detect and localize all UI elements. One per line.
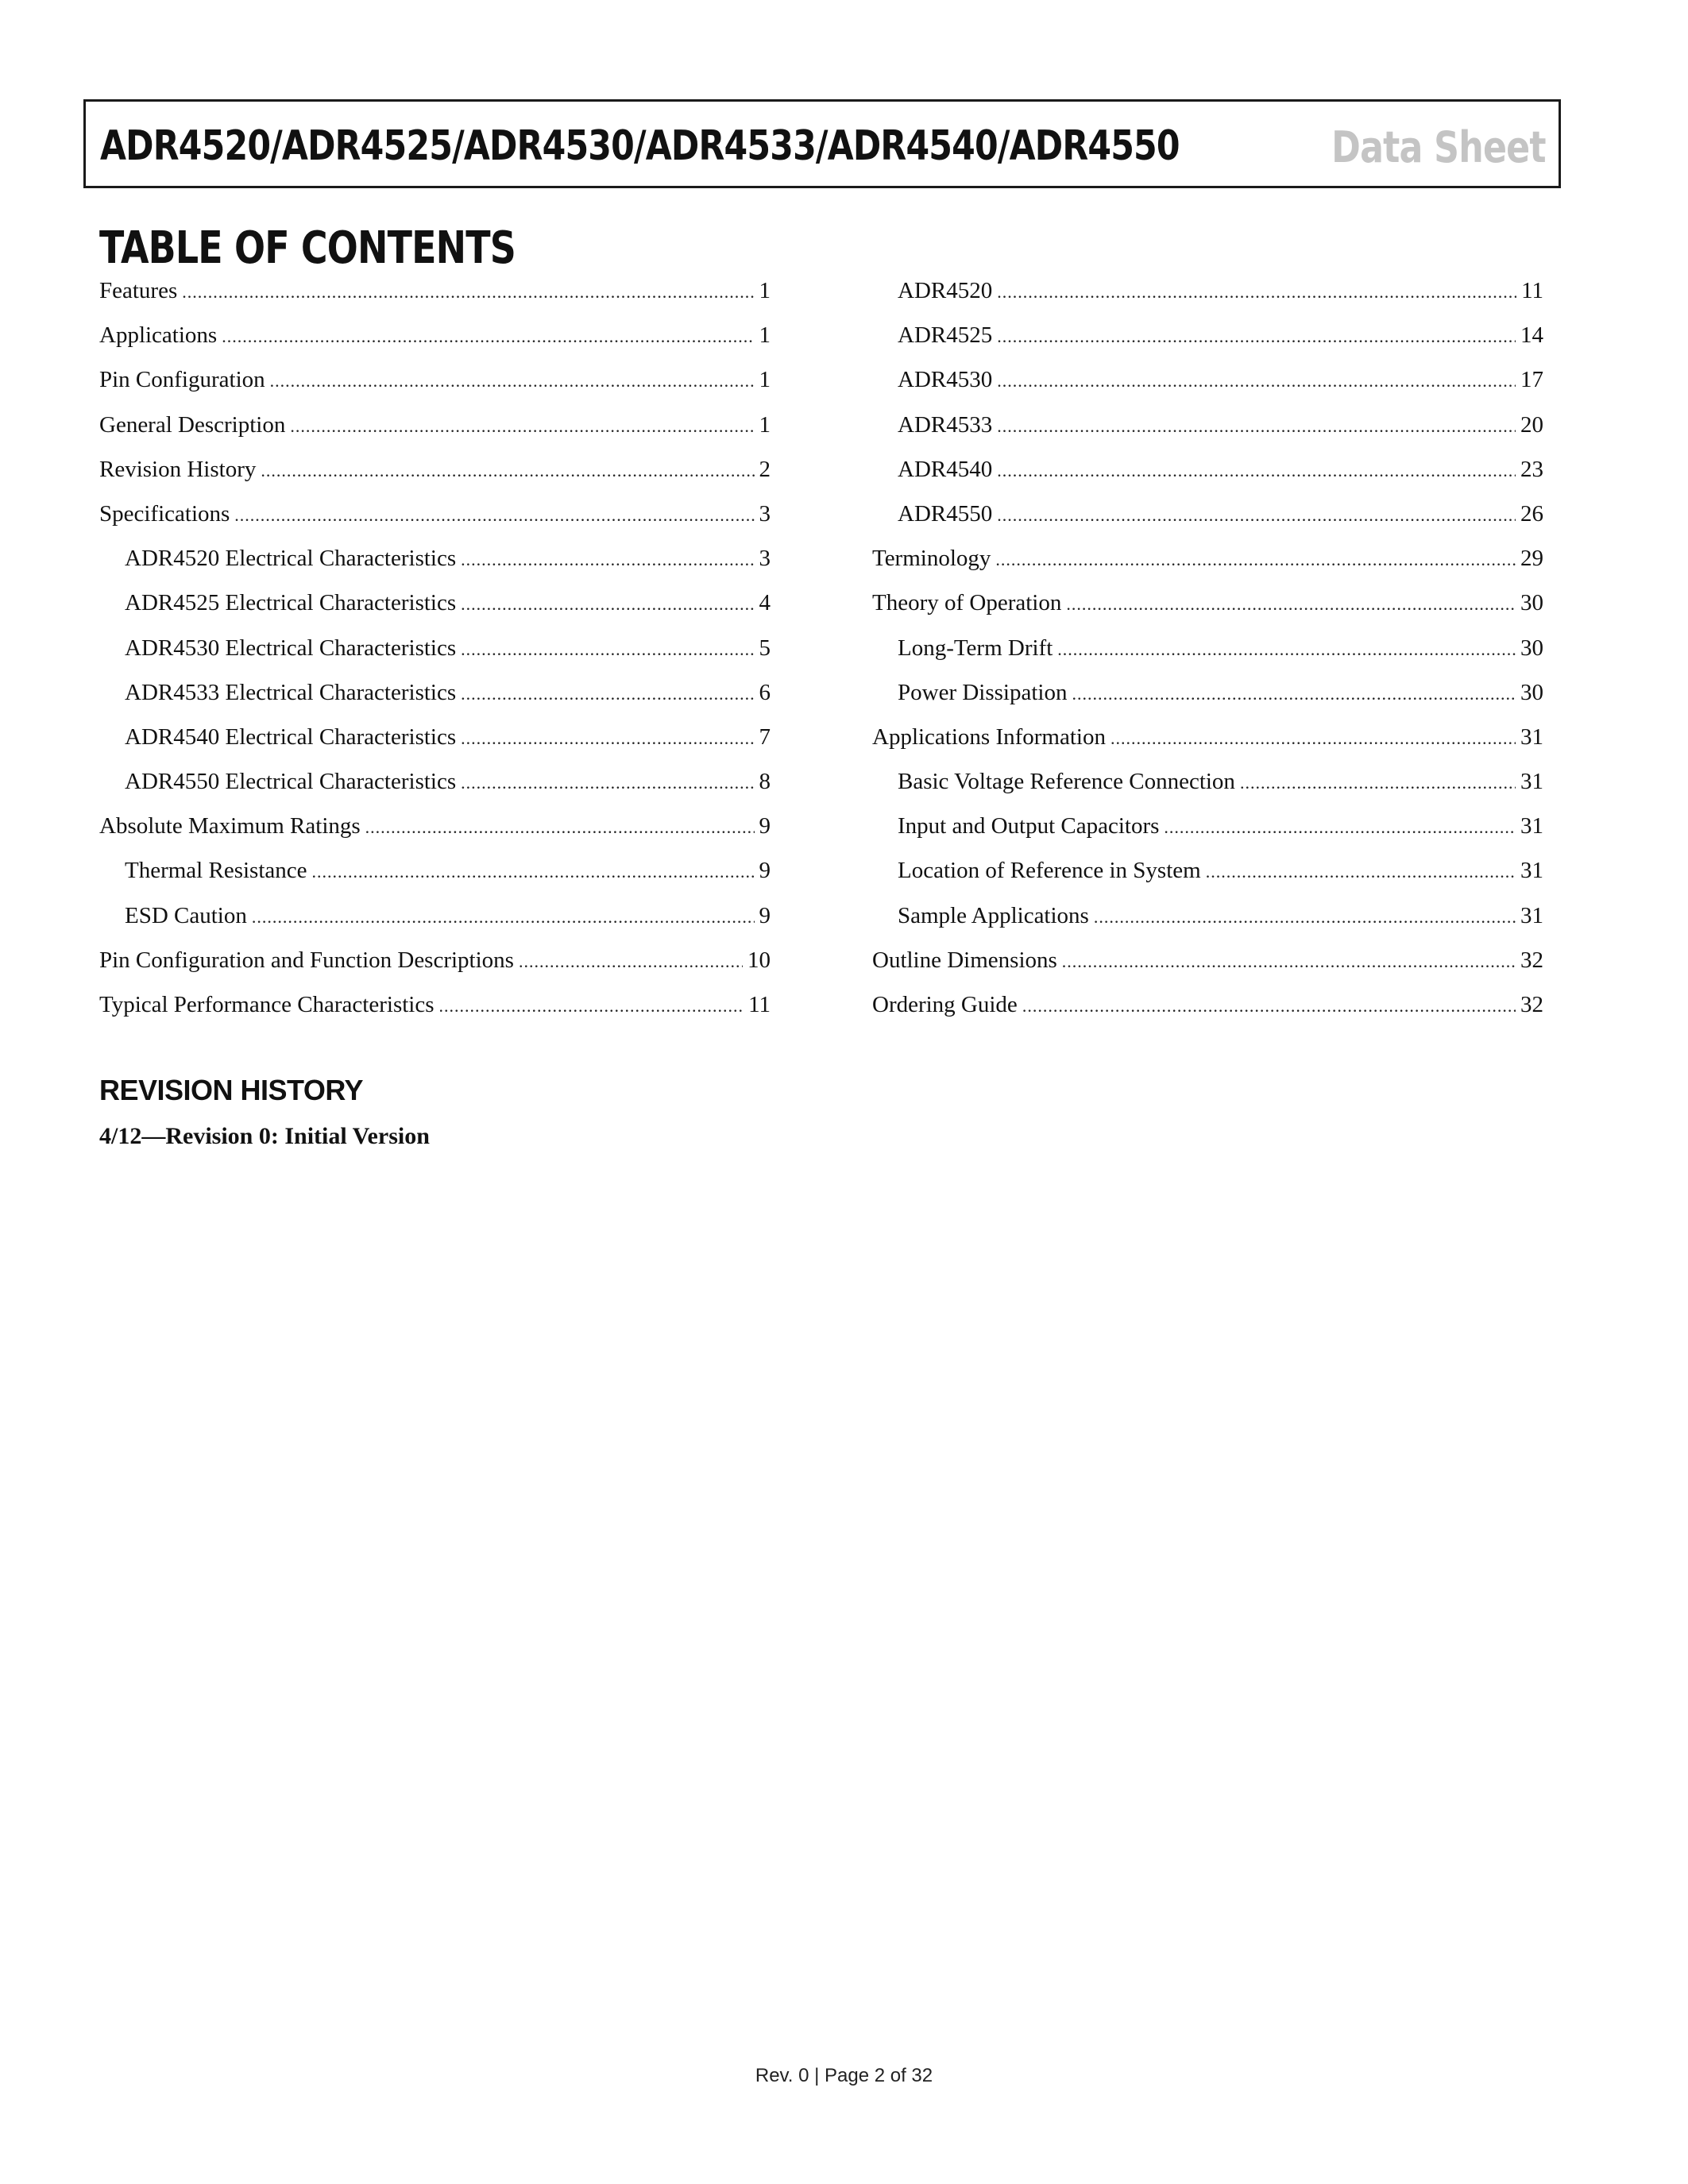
toc-entry-page: 9 (759, 813, 771, 839)
toc-entry[interactable] (872, 581, 1543, 625)
toc-entry-title: Pin Configuration (99, 367, 265, 393)
toc-entry-title: Location of Reference in System (898, 858, 1201, 884)
toc-entry-page: 1 (759, 322, 771, 349)
toc-entry-title: Thermal Resistance (125, 858, 307, 884)
toc-entry[interactable] (99, 848, 771, 893)
toc-entry-page: 17 (1520, 367, 1543, 393)
toc-entry[interactable] (872, 982, 1543, 1027)
toc-entry-title: Long-Term Drift (898, 635, 1053, 661)
toc-entry[interactable] (99, 403, 771, 447)
toc-entry[interactable] (872, 313, 1543, 357)
toc-entry[interactable] (872, 357, 1543, 402)
toc-entry-page: 31 (1520, 723, 1543, 750)
toc-dot-leader (997, 404, 1516, 449)
toc-entry[interactable] (872, 626, 1543, 670)
toc-entry-title: ADR4540 (898, 456, 993, 482)
toc-entry[interactable] (872, 715, 1543, 759)
toc-dot-leader (261, 449, 754, 493)
toc-entry-page: 9 (759, 858, 771, 884)
toc-dot-leader (1206, 850, 1516, 894)
toc-entry-title: Absolute Maximum Ratings (99, 813, 361, 839)
toc-entry-title: Pin Configuration and Function Descriptions (99, 947, 514, 973)
toc-dot-leader (252, 895, 755, 940)
toc-entry-page: 3 (759, 546, 771, 572)
toc-entry-title: Ordering Guide (872, 992, 1018, 1017)
toc-dot-leader (439, 984, 744, 1028)
toc-entry[interactable] (872, 268, 1543, 313)
toc-entry-title: ADR4540 Electrical Characteristics (125, 723, 457, 750)
toc-entry-page: 3 (759, 500, 771, 527)
toc-dot-leader (1072, 672, 1516, 716)
toc-dot-leader (182, 270, 754, 314)
toc-entry-page: 30 (1520, 679, 1543, 705)
toc-dot-leader (997, 314, 1516, 359)
toc-heading: TABLE OF CONTENTS (99, 222, 516, 274)
toc-entry-page: 8 (759, 769, 771, 795)
toc-dot-leader (1111, 716, 1516, 761)
toc-dot-leader (1062, 940, 1516, 984)
toc-entry[interactable] (99, 715, 771, 759)
toc-dot-leader (461, 761, 754, 805)
toc-entry-page: 31 (1520, 902, 1543, 928)
toc-entry-title: General Description (99, 411, 286, 438)
toc-entry-title: ADR4525 (898, 322, 993, 349)
revision-entry: 4/12—Revision 0: Initial Version (99, 1123, 430, 1149)
toc-dot-leader (461, 716, 754, 761)
toc-entry-title: ADR4520 (898, 278, 993, 303)
toc-entry[interactable] (872, 492, 1543, 536)
toc-entry[interactable] (99, 357, 771, 402)
toc-entry-title: ADR4533 Electrical Characteristics (125, 679, 457, 705)
toc-entry-page: 1 (759, 411, 771, 438)
toc-dot-leader (997, 493, 1516, 538)
toc-dot-leader (519, 940, 743, 984)
toc-dot-leader (270, 359, 755, 403)
toc-entry[interactable] (99, 492, 771, 536)
toc-entry-title: Power Dissipation (898, 679, 1068, 705)
toc-entry[interactable] (872, 893, 1543, 938)
toc-dot-leader (365, 805, 755, 850)
toc-entry-page: 30 (1520, 635, 1543, 661)
toc-entry-page: 32 (1520, 992, 1543, 1017)
revision-history-heading: REVISION HISTORY (99, 1074, 364, 1106)
toc-dot-leader (290, 404, 754, 449)
toc-entry[interactable] (872, 670, 1543, 715)
toc-dot-leader (312, 850, 755, 894)
toc-entry-title: Outline Dimensions (872, 947, 1057, 973)
toc-dot-leader (1022, 984, 1516, 1028)
toc-entry-page: 11 (748, 992, 771, 1017)
toc-dot-leader (997, 359, 1516, 403)
toc-entry-title: ADR4550 (898, 500, 993, 527)
toc-entry[interactable] (872, 403, 1543, 447)
document-title: ADR4520/ADR4525/ADR4530/ADR4533/ADR4540/ADR4550 (100, 122, 1180, 170)
toc-entry-page: 26 (1520, 500, 1543, 527)
toc-entry-page: 30 (1520, 590, 1543, 616)
toc-entry[interactable] (872, 536, 1543, 581)
toc-dot-leader (1057, 627, 1516, 672)
toc-entry-title: Theory of Operation (872, 590, 1062, 616)
toc-entry[interactable] (872, 447, 1543, 492)
toc-entry-page: 31 (1520, 769, 1543, 795)
toc-entry[interactable] (99, 982, 771, 1027)
toc-dot-leader (997, 449, 1516, 493)
toc-entry-page: 1 (759, 278, 771, 303)
toc-entry-title: Basic Voltage Reference Connection (898, 769, 1235, 795)
toc-dot-leader (1094, 895, 1516, 940)
toc-entry-title: ADR4550 Electrical Characteristics (125, 769, 457, 795)
toc-entry-page: 6 (759, 679, 771, 705)
toc-entry-page: 1 (759, 367, 771, 393)
toc-entry-title: Typical Performance Characteristics (99, 992, 435, 1017)
toc-dot-leader (995, 538, 1516, 582)
toc-entry-page: 32 (1520, 947, 1543, 973)
toc-dot-leader (234, 493, 754, 538)
toc-dot-leader (997, 270, 1516, 314)
toc-entry[interactable] (872, 938, 1543, 982)
toc-dot-leader (461, 627, 754, 672)
toc-dot-leader (1164, 805, 1516, 850)
toc-entry[interactable] (99, 626, 771, 670)
toc-dot-leader (461, 538, 754, 582)
toc-entry-page: 23 (1520, 456, 1543, 482)
toc-entry-title: Features (99, 278, 178, 303)
toc-dot-leader (461, 672, 754, 716)
toc-entry[interactable] (872, 759, 1543, 804)
toc-entry-page: 29 (1520, 546, 1543, 572)
toc-dot-leader (1240, 761, 1516, 805)
toc-entry[interactable] (99, 581, 771, 625)
toc-entry[interactable] (99, 893, 771, 938)
toc-entry[interactable] (99, 759, 771, 804)
toc-entry[interactable] (872, 848, 1543, 893)
toc-entry-title: ADR4530 (898, 367, 993, 393)
toc-entry-title: Applications (99, 322, 218, 349)
toc-entry[interactable] (99, 938, 771, 982)
toc-entry-page: 4 (759, 590, 771, 616)
toc-entry-title: Terminology (872, 546, 991, 572)
page-footer: Rev. 0 | Page 2 of 32 (755, 2065, 933, 2086)
toc-entry-page: 20 (1520, 411, 1543, 438)
toc-entry-title: ADR4520 Electrical Characteristics (125, 546, 457, 572)
toc-entry[interactable] (99, 804, 771, 848)
toc-entry-title: ADR4525 Electrical Characteristics (125, 590, 457, 616)
toc-dot-leader (1066, 582, 1516, 627)
toc-entry-page: 31 (1520, 858, 1543, 884)
toc-entry-title: ESD Caution (125, 902, 247, 928)
toc-entry[interactable] (99, 268, 771, 313)
toc-entry-title: ADR4530 Electrical Characteristics (125, 635, 457, 661)
page-header (83, 99, 1561, 188)
toc-entry-title: Specifications (99, 500, 230, 527)
toc-right-column (872, 268, 1543, 1027)
toc-entry-title: Applications Information (872, 723, 1106, 750)
toc-entry-page: 7 (759, 723, 771, 750)
toc-entry-title: ADR4533 (898, 411, 993, 438)
toc-entry-page: 11 (1521, 278, 1543, 303)
toc-entry-page: 31 (1520, 813, 1543, 839)
toc-entry-page: 2 (759, 456, 771, 482)
toc-entry[interactable] (99, 670, 771, 715)
toc-entry-page: 10 (747, 947, 771, 973)
toc-dot-leader (222, 314, 754, 359)
data-sheet-label: Data Sheet (1331, 122, 1546, 172)
toc-left-column (99, 268, 771, 1027)
toc-entry[interactable] (99, 313, 771, 357)
toc-entry-title: Sample Applications (898, 902, 1089, 928)
toc-entry-title: Revision History (99, 456, 257, 482)
toc-entry-page: 5 (759, 635, 771, 661)
toc-entry-page: 14 (1520, 322, 1543, 349)
toc-entry[interactable] (872, 804, 1543, 848)
toc-entry[interactable] (99, 447, 771, 492)
toc-entry[interactable] (99, 536, 771, 581)
toc-entry-page: 9 (759, 902, 771, 928)
toc-entry-title: Input and Output Capacitors (898, 813, 1160, 839)
toc-dot-leader (461, 582, 754, 627)
